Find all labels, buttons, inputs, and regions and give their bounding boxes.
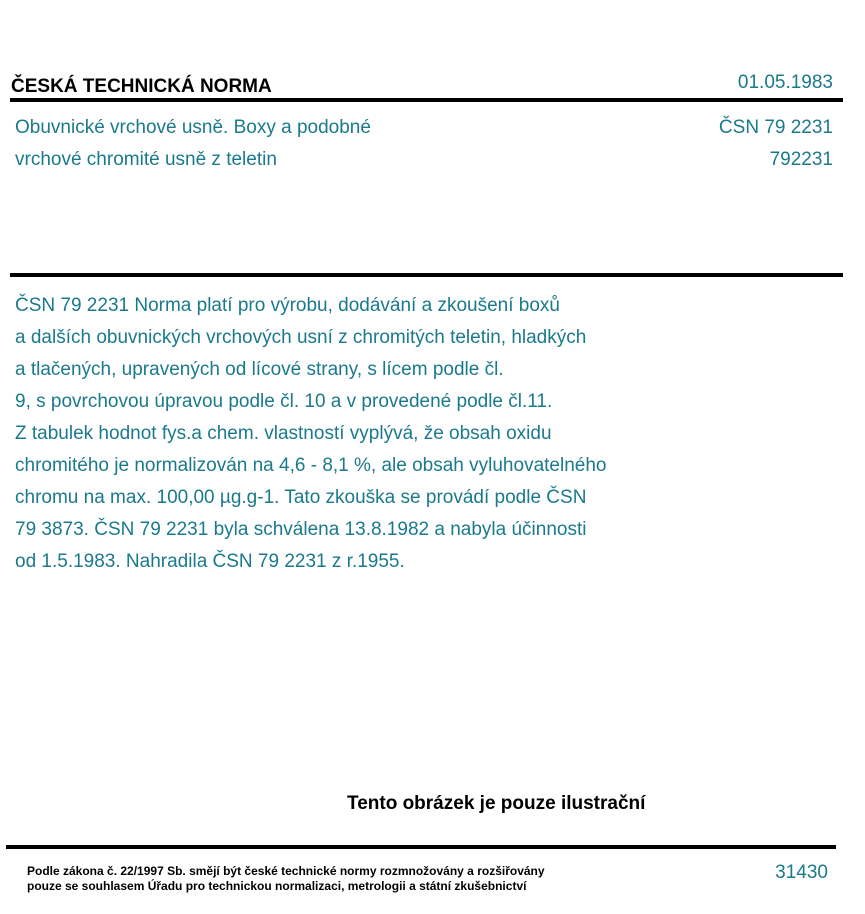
abstract-line: Z tabulek hodnot fys.a chem. vlastností vyplývá, že obsah oxidu: [15, 423, 552, 444]
standard-title-line-1: Obuvnické vrchové usně. Boxy a podobné: [15, 117, 371, 138]
illustration-note: Tento obrázek je pouze ilustrační: [347, 793, 646, 814]
abstract-line: ČSN 79 2231 Norma platí pro výrobu, dodávání a zkoušení boxů: [15, 295, 560, 316]
legal-notice-line-1: Podle zákona č. 22/1997 Sb. smějí být české technické normy rozmnožovány a rozšiřovány: [27, 864, 545, 878]
issue-date: 01.05.1983: [737, 72, 833, 93]
title-divider: [10, 273, 843, 277]
abstract-line: chromu na max. 100,00 µg.g-1. Tato zkouška se provádí podle ČSN: [15, 487, 587, 508]
abstract-line: od 1.5.1983. Nahradila ČSN 79 2231 z r.1955.: [15, 551, 405, 572]
header-divider: [10, 98, 843, 102]
standard-number: ČSN 79 2231: [718, 117, 833, 138]
legal-notice-line-2: pouze se souhlasem Úřadu pro technickou normalizaci, metrologii a státní zkušebnictví: [27, 879, 527, 893]
abstract-text: [15, 290, 606, 578]
classification-number: 792231: [769, 149, 833, 170]
standard-type-label: ČESKÁ TECHNICKÁ NORMA: [11, 76, 272, 97]
document-id: 31430: [775, 862, 828, 883]
abstract-line: a tlačených, upravených od lícové strany, s lícem podle čl.: [15, 359, 504, 380]
abstract-line: 9, s povrchovou úpravou podle čl. 10 a v provedené podle čl.11.: [15, 391, 553, 412]
abstract-line: a dalších obuvnických vrchových usní z chromitých teletin, hladkých: [15, 327, 587, 348]
standard-title-line-2: vrchové chromité usně z teletin: [15, 149, 277, 170]
abstract-line: 79 3873. ČSN 79 2231 byla schválena 13.8.1982 a nabyla účinnosti: [15, 519, 587, 540]
abstract-line: chromitého je normalizován na 4,6 - 8,1 %, ale obsah vyluhovatelného: [15, 455, 607, 476]
footer-divider: [6, 845, 836, 849]
